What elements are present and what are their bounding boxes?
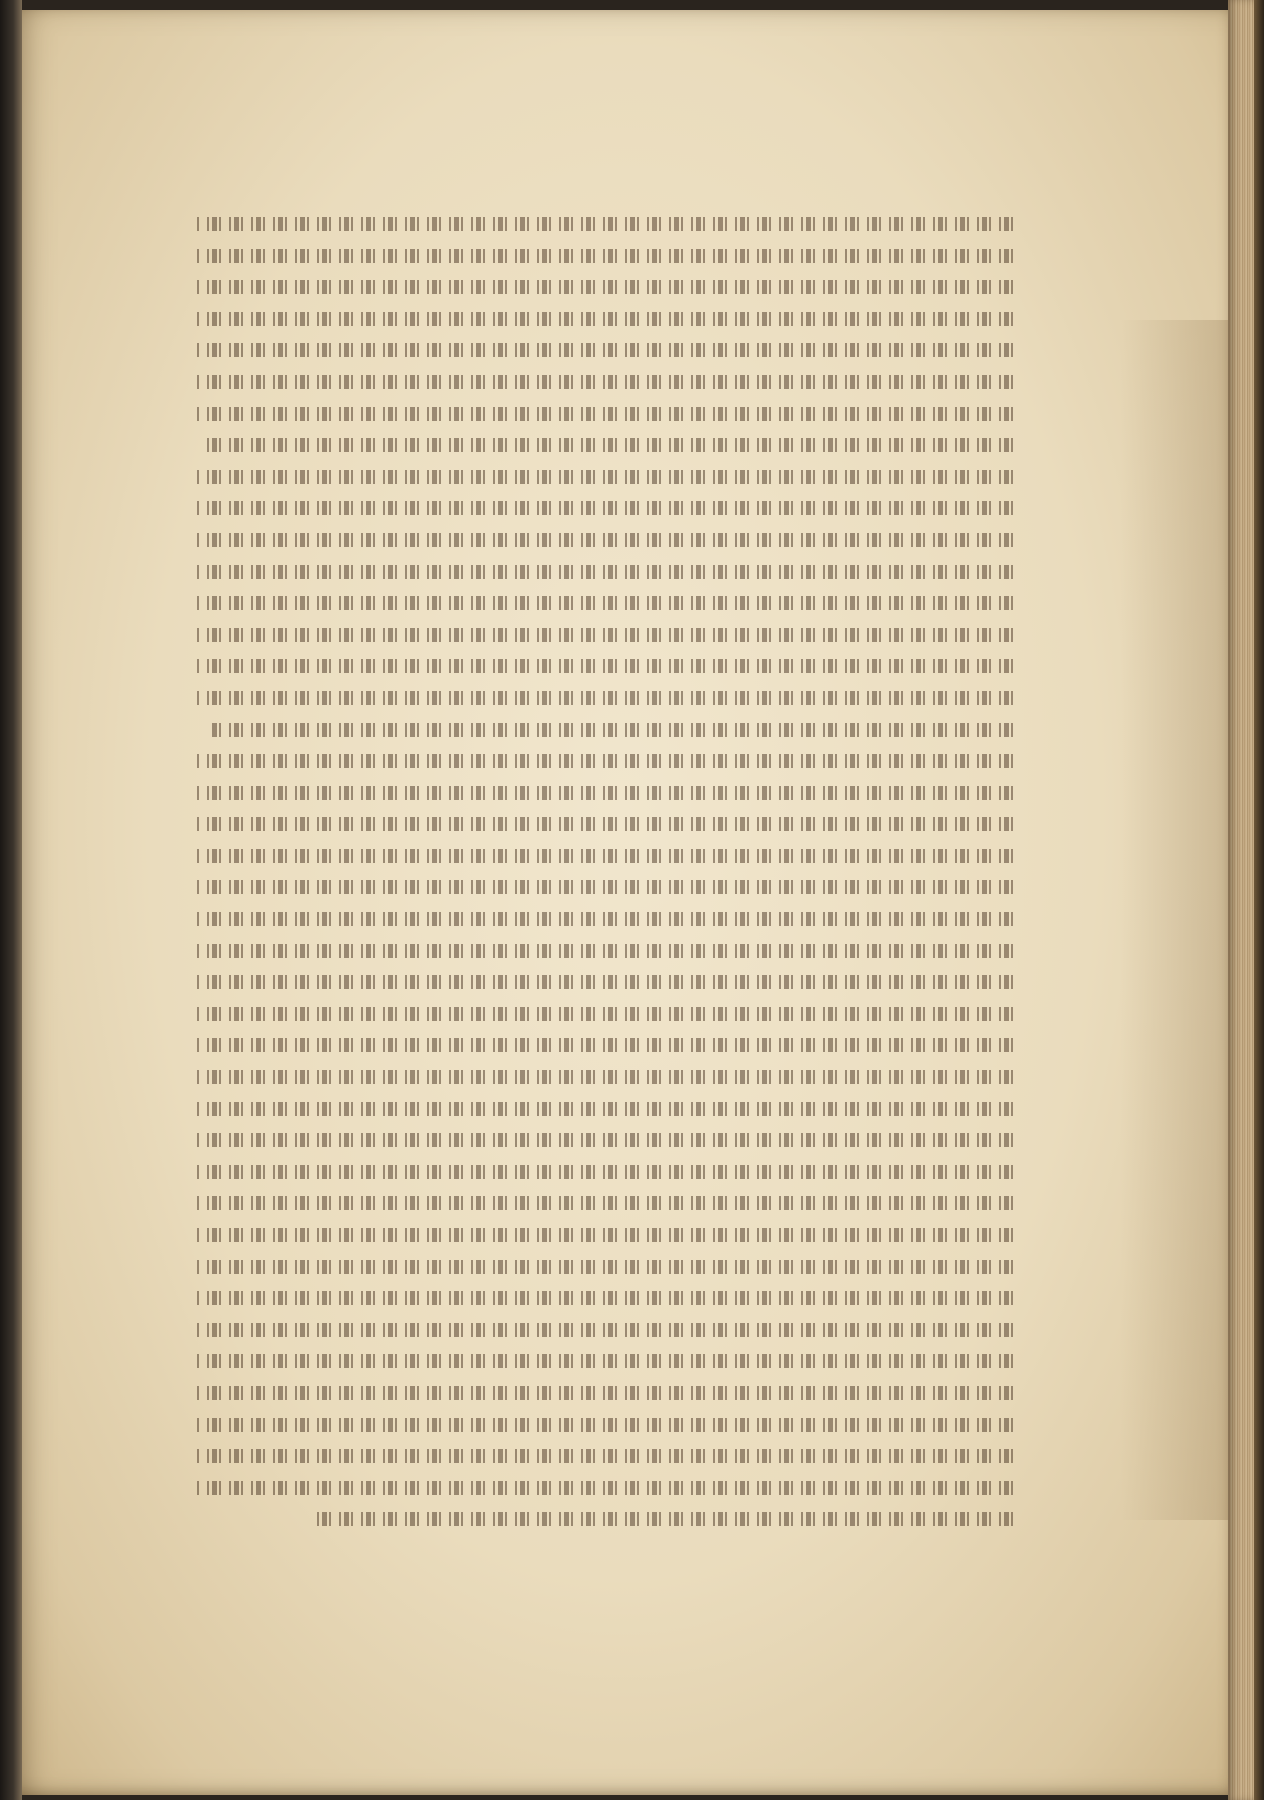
handwriting-texture [195,1165,1013,1179]
manuscript-line [195,1156,1013,1188]
manuscript-line [195,366,1013,398]
handwriting-texture [195,880,1013,894]
manuscript-line [195,1472,1013,1504]
manuscript-line [195,1029,1013,1061]
handwriting-texture [195,691,1013,705]
manuscript-line [195,619,1013,651]
handwriting-texture [195,944,1013,958]
manuscript-line [195,303,1013,335]
manuscript-line [195,745,1013,777]
handwriting-texture [195,470,1013,484]
handwriting-texture [195,1354,1013,1368]
handwriting-texture [195,786,1013,800]
manuscript-line [195,903,1013,935]
manuscript-line [195,1187,1013,1219]
manuscript-line [195,1093,1013,1125]
handwriting-texture [195,817,1013,831]
handwriting-texture [195,596,1013,610]
manuscript-line [195,1282,1013,1314]
manuscript-line [195,1219,1013,1251]
manuscript-line [195,777,1013,809]
handwriting-texture [195,1038,1013,1052]
manuscript-line [195,998,1013,1030]
handwriting-texture [195,1386,1013,1400]
manuscript-line [195,429,1013,461]
handwriting-texture [195,1228,1013,1242]
handwriting-texture [310,1512,1013,1526]
manuscript-line [195,1409,1013,1441]
manuscript-line [195,714,1013,746]
handwriting-texture [195,1418,1013,1432]
handwriting-texture [195,912,1013,926]
handwriting-texture [203,438,1013,452]
manuscript-line [195,1377,1013,1409]
manuscript-line [195,966,1013,998]
manuscript-line [195,524,1013,556]
handwriting-texture [195,312,1013,326]
manuscript-line [195,492,1013,524]
handwriting-texture [195,849,1013,863]
handwriting-texture [195,533,1013,547]
manuscript-line [195,208,1013,240]
handwriting-texture [211,723,1013,737]
handwriting-texture [195,1481,1013,1495]
handwriting-texture [195,249,1013,263]
manuscript-line [195,240,1013,272]
binding-spine [0,0,22,1800]
handwriting-texture [195,659,1013,673]
handwriting-texture [195,1323,1013,1337]
handwriting-texture [195,280,1013,294]
handwriting-texture [195,1196,1013,1210]
manuscript-line [195,587,1013,619]
handwriting-texture [195,1102,1013,1116]
handwriting-texture [195,375,1013,389]
manuscript-line [195,461,1013,493]
manuscript-line [195,650,1013,682]
handwriting-texture [195,501,1013,515]
manuscript-line [195,1440,1013,1472]
manuscript-line [195,398,1013,430]
manuscript-line [195,1251,1013,1283]
binding-edge [1254,0,1264,1800]
manuscript-line [195,682,1013,714]
manuscript-line [195,556,1013,588]
manuscript-line [195,871,1013,903]
manuscript-line [195,808,1013,840]
handwriting-texture [195,407,1013,421]
handwriting-texture [195,975,1013,989]
handwriting-texture [195,565,1013,579]
handwriting-texture [195,1449,1013,1463]
handwriting-texture [195,1133,1013,1147]
manuscript-line [195,1345,1013,1377]
manuscript-line [195,334,1013,366]
handwriting-texture [195,1007,1013,1021]
manuscript-line [195,1061,1013,1093]
manuscript-line [195,935,1013,967]
manuscript-line [195,1314,1013,1346]
handwriting-texture [195,628,1013,642]
manuscript-line [195,271,1013,303]
manuscript-line [195,1124,1013,1156]
handwriting-texture [195,343,1013,357]
handwriting-texture [195,1070,1013,1084]
handwriting-texture [195,217,1013,231]
manuscript-line [195,840,1013,872]
manuscript-line [195,1503,1013,1535]
handwriting-texture [195,1260,1013,1274]
handwriting-texture [195,1291,1013,1305]
handwriting-texture [195,754,1013,768]
hebrew-text-block [195,208,1013,1535]
page-curl-shadow [1120,320,1230,1520]
